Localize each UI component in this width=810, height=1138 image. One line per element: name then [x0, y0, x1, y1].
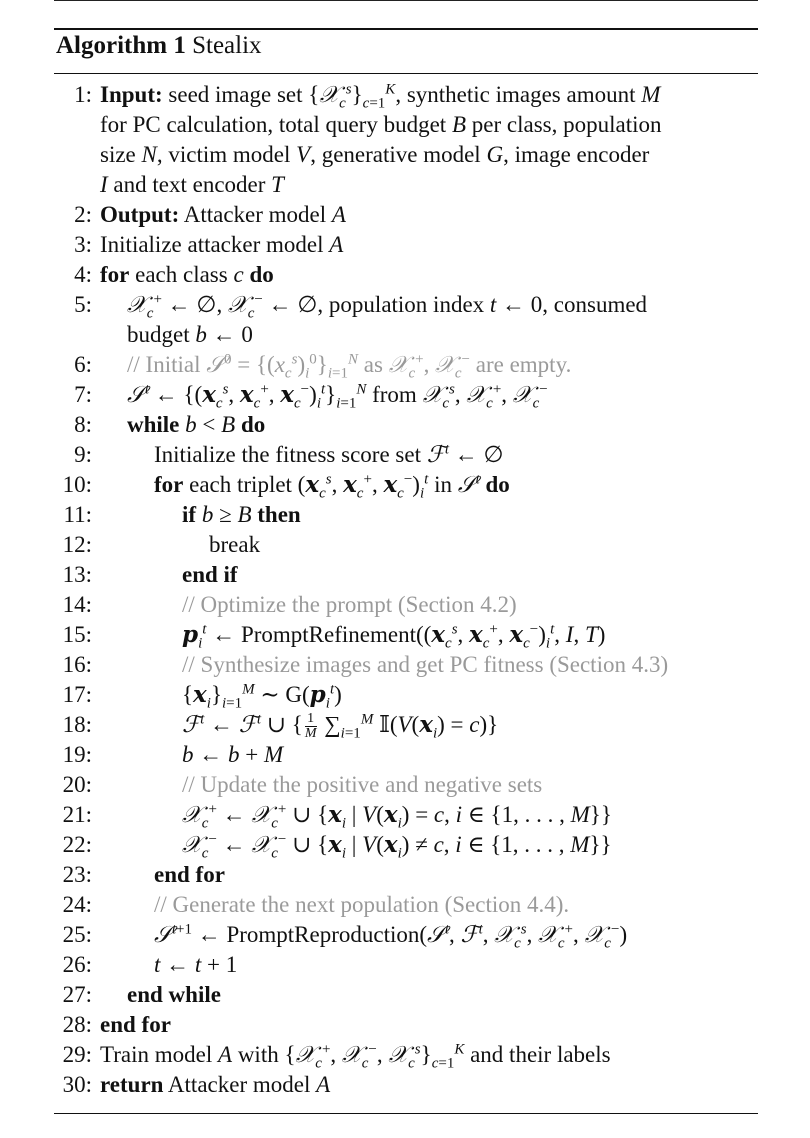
line-text: 𝒮$^{t+1}$ ← PromptReproduction(𝒮$^t$, ℱ$^t$, 𝒳$_c^s$, 𝒳$_c$+, 𝒳$_c$−) [154, 921, 628, 952]
algorithm-line [0, 110, 810, 140]
algorithm-line [0, 230, 810, 260]
line-number: 28: [62, 1012, 92, 1037]
algorithm-title [56, 32, 262, 60]
line-text: if b ≥ B then [182, 502, 301, 527]
line-number: 5: [74, 292, 92, 317]
algorithm-line [0, 500, 810, 530]
line-number: 8: [74, 412, 92, 437]
line-number: 22: [62, 832, 92, 857]
line-number: 3: [74, 232, 92, 257]
line-number: 12: [62, 532, 92, 557]
algorithm-line [0, 80, 810, 110]
algorithm-line [0, 830, 810, 860]
line-text: $\{x_i\}_{i=1}^M$ ∼ $G(p_i^t)$ [182, 681, 342, 712]
algorithm-line [0, 950, 810, 980]
line-text: return Attacker model A [100, 1072, 331, 1097]
algorithm-line [0, 1040, 810, 1070]
line-text: Train model A with {𝒳$_c$+, 𝒳$_c$−, $𝒳_c^s\}_{c=1}^K$ and their labels [100, 1041, 611, 1072]
algorithm-line [0, 320, 810, 350]
line-text: budget b ← 0 [127, 322, 253, 347]
line-text: ℱ$^t$ ← ℱ$^t$ ∪ { $\frac{1}{M}$ $\sum_{i=1}^M$ $𝕀(V(x_i) = c)$} [182, 711, 499, 742]
algorithm-line [0, 260, 810, 290]
line-text: size N, victim model V, generative model G, image encoder [100, 142, 650, 167]
algorithm-line [0, 470, 810, 500]
bottom-rule [54, 1113, 758, 1114]
algorithm-line [0, 620, 810, 650]
title-rule [54, 73, 758, 74]
comment-text: // Synthesize images and get PC fitness (Section 4.3) [182, 652, 669, 677]
line-number: 7: [74, 382, 92, 407]
algorithm-line [0, 170, 810, 200]
algorithm-line [0, 680, 810, 710]
line-text: Initialize attacker model A [100, 232, 344, 257]
line-text: for PC calculation, total query budget B per class, population [100, 112, 662, 137]
line-number: 11: [63, 502, 92, 527]
line-text: for each class c do [100, 262, 274, 287]
line-text: 𝒳$_c$− ← 𝒳$_c$− ∪ {$x_i$ | $V(x_i) \ne c$, i ∈ {1, . . . , M}} [182, 831, 612, 862]
algorithm-line [0, 560, 810, 590]
algorithm-line [0, 380, 810, 410]
line-number: 23: [62, 862, 92, 887]
line-text: Initialize the fitness score set ℱ$^t$ ← ∅ [154, 441, 504, 467]
algorithm-line [0, 200, 810, 230]
algorithm-line [0, 590, 810, 620]
line-number: 21: [62, 802, 92, 827]
algorithm-name: Stealix [192, 32, 262, 59]
algorithm-line [0, 740, 810, 770]
line-number: 13: [62, 562, 92, 587]
algorithm-line [0, 410, 810, 440]
line-text: t ← t + 1 [154, 952, 238, 977]
algorithm-line [0, 530, 810, 560]
line-number: 6: [74, 352, 92, 377]
algorithm-line [0, 800, 810, 830]
line-number: 18: [62, 712, 92, 737]
algorithm-line [0, 350, 810, 380]
line-number: 15: [62, 622, 92, 647]
line-text: $p_i^t$ ← $PromptRefinement((x_c^s$, $x_c^+$, $x_c^-)_i^t$, I, T) [182, 621, 606, 652]
line-text: while b < B do [127, 412, 266, 437]
line-number: 19: [62, 742, 92, 767]
line-text: 𝒳$_c$+ ← ∅, 𝒳$_c$− ← ∅, population index t ← 0, consumed [127, 291, 648, 322]
line-number: 2: [74, 202, 92, 227]
line-number: 26: [62, 952, 92, 977]
line-number: 1: [74, 82, 92, 107]
line-text: end if [182, 562, 238, 587]
line-text: I and text encoder T [100, 172, 284, 197]
line-text: Output: Attacker model A [100, 202, 346, 227]
comment-text: // Optimize the prompt (Section 4.2) [182, 592, 517, 617]
algorithm-line [0, 1010, 810, 1040]
line-number: 4: [74, 262, 92, 287]
algorithm-line [0, 650, 810, 680]
algorithm-label: Algorithm 1 [56, 32, 186, 59]
comment-text: // Update the positive and negative sets [182, 772, 543, 797]
algorithm-line [0, 920, 810, 950]
line-number: 30: [62, 1072, 92, 1097]
line-number: 9: [74, 442, 92, 467]
algorithm-line [0, 770, 810, 800]
algorithm-line [0, 890, 810, 920]
comment-text: // Generate the next population (Section 4.4). [154, 892, 570, 917]
line-text: end for [154, 862, 225, 887]
algorithm-line [0, 710, 810, 740]
algorithm-line [0, 860, 810, 890]
top-rule [54, 28, 758, 30]
algorithm-line [0, 980, 810, 1010]
line-text: end for [100, 1012, 171, 1037]
algorithm-line [0, 140, 810, 170]
line-number: 14: [62, 592, 92, 617]
line-text: Input: seed image set $\{𝒳_c^s\}_{c=1}^K$, synthetic images amount M [100, 81, 661, 112]
line-number: 27: [62, 982, 92, 1007]
line-text: 𝒳$_c$+ ← 𝒳$_c$+ ∪ {$x_i$ | $V(x_i) = c$, i ∈ {1, . . . , M}} [182, 801, 612, 832]
line-text: end while [127, 982, 221, 1007]
algorithm-line [0, 290, 810, 320]
line-number: 29: [62, 1042, 92, 1067]
line-number: 16: [62, 652, 92, 677]
line-text: b ← b + M [182, 742, 284, 767]
algorithm-line [0, 440, 810, 470]
line-text: break [209, 532, 261, 557]
line-number: 10: [62, 472, 92, 497]
comment-text: // Initial 𝒮$^0$ = $\{(x_c^s)_i^0\}_{i=1}^N$ as 𝒳$_c$+, 𝒳$_c$− are empty. [127, 351, 572, 382]
top-thin-rule [54, 0, 758, 1]
line-number: 24: [62, 892, 92, 917]
line-number: 20: [62, 772, 92, 797]
line-text: 𝒮$^t$ ← {($x_c^s$, $x_c^+$, $x_c^-)_i^t\}_{i=1}^N$ from 𝒳$_c^s$, 𝒳$_c$+, 𝒳$_c$− [127, 381, 548, 412]
algorithm-lines [0, 80, 810, 1100]
algorithm-line [0, 1070, 810, 1100]
line-number: 25: [62, 922, 92, 947]
line-number: 17: [62, 682, 92, 707]
line-text: for each triplet ($x_c^s$, $x_c^+$, $x_c^-)_i^t$ in 𝒮$^t$ do [154, 471, 510, 502]
